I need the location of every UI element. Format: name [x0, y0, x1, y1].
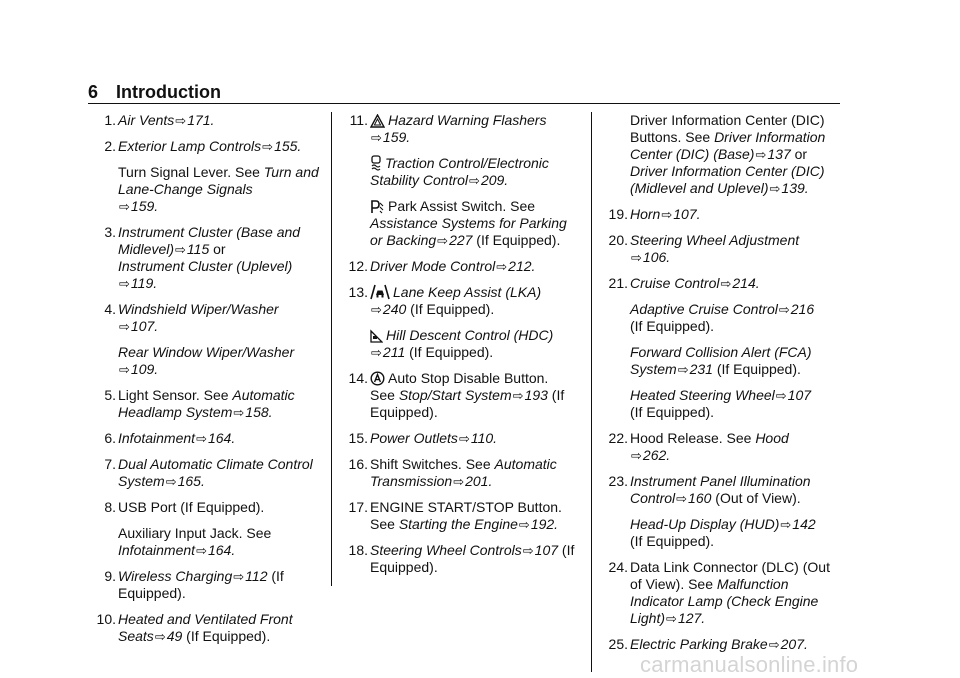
hazard-icon [370, 114, 385, 128]
cross-reference-link[interactable]: Driver Information Center (DIC) (Midlevel and Uplevel) [630, 163, 825, 196]
page-reference[interactable]: 107 [787, 387, 812, 403]
item-number: 17. [348, 499, 368, 515]
cross-reference-link[interactable]: Electric Parking Brake [630, 636, 768, 652]
page-ref-arrow-icon: ⇨ [119, 319, 130, 334]
cross-reference-link[interactable]: Instrument Panel Illumination Control [630, 473, 811, 506]
item-number: 23. [608, 473, 628, 489]
cross-reference-link[interactable]: Driver Information Center (DIC) (Base) [630, 129, 826, 162]
page-ref-arrow-icon: ⇨ [631, 448, 642, 463]
item-text: (Out of View). [711, 490, 801, 506]
cross-reference-link[interactable]: Exterior Lamp Controls [118, 138, 262, 154]
page-reference[interactable]: 231 [689, 361, 713, 377]
page-ref-arrow-icon: ⇨ [233, 569, 245, 584]
cross-reference-link[interactable]: Automatic Headlamp System [118, 387, 295, 420]
cross-reference-link[interactable]: Steering Wheel Controls [370, 542, 522, 558]
list-item [88, 568, 324, 602]
page-ref-arrow-icon: ⇨ [437, 233, 449, 248]
list-item [600, 275, 840, 292]
cross-reference-link[interactable]: Infotainment [118, 430, 196, 446]
cross-reference-link[interactable]: Assistance Systems for Parking or Backing [370, 215, 567, 248]
page-ref-arrow-icon: ⇨ [720, 276, 732, 291]
page-ref-arrow-icon: ⇨ [755, 147, 767, 162]
sub-item [118, 344, 324, 378]
page-ref-arrow-icon: ⇨ [780, 517, 792, 532]
cross-reference-link[interactable]: Instrument Cluster (Base and Midlevel) [118, 224, 301, 257]
page-ref-arrow-icon: ⇨ [676, 491, 688, 506]
sub-item [630, 344, 840, 378]
cross-reference-link[interactable]: Wireless Charging [118, 568, 233, 584]
page-ref-arrow-icon: ⇨ [119, 362, 130, 377]
cross-reference-link[interactable]: Adaptive Cruise Control [630, 301, 778, 317]
item-number: 3. [104, 224, 116, 240]
item-text: Park Assist Switch. See [388, 198, 536, 214]
cross-reference-link[interactable]: Steering Wheel Adjustment [630, 232, 800, 248]
list-item [88, 499, 324, 516]
item-number: 16. [348, 456, 368, 472]
page-reference[interactable]: 216 [790, 301, 815, 317]
item-number: 11. [349, 112, 368, 128]
page-reference[interactable]: 240 [382, 301, 407, 317]
page-reference[interactable]: 159. [382, 129, 411, 145]
page-reference[interactable]: 142 [792, 516, 816, 532]
cross-reference-link[interactable]: Automatic Transmission [370, 456, 557, 489]
page-ref-arrow-icon: ⇨ [196, 543, 207, 558]
item-text: Hood Release. See [630, 430, 756, 446]
cross-reference-link[interactable]: Cruise Control [630, 275, 720, 291]
item-text: (If Equipped). [118, 568, 284, 601]
cross-reference-link[interactable]: Hazard Warning Flashers [388, 112, 547, 128]
list-item [88, 112, 324, 129]
list-item [340, 542, 576, 576]
page-ref-arrow-icon: ⇨ [496, 259, 508, 274]
item-number: 5. [104, 387, 116, 403]
sub-item [630, 301, 840, 335]
list-item [340, 456, 576, 490]
list-item [88, 456, 324, 490]
cross-reference-link[interactable]: Power Outlets [370, 430, 458, 446]
page-reference[interactable]: 164. [207, 542, 236, 558]
page-ref-arrow-icon: ⇨ [768, 637, 780, 652]
page-ref-arrow-icon: ⇨ [119, 276, 130, 291]
list-item [340, 112, 576, 146]
traction-control-icon [370, 155, 382, 171]
list-item [600, 473, 840, 507]
cross-reference-link[interactable]: Forward Collision Alert (FCA) System [630, 344, 812, 377]
page-ref-arrow-icon: ⇨ [677, 362, 689, 377]
page-reference[interactable]: 164. [207, 430, 236, 446]
page-ref-arrow-icon: ⇨ [666, 611, 677, 626]
item-text: (If Equipped). [406, 301, 495, 317]
column-2 [340, 112, 576, 585]
page-reference[interactable]: 155. [274, 138, 302, 154]
item-text: (If Equipped). [370, 542, 575, 575]
list-item [600, 559, 840, 627]
page-reference[interactable]: 262. [642, 447, 671, 463]
page-reference[interactable]: 139. [781, 180, 809, 196]
cross-reference-link[interactable]: Turn and Lane-Change Signals [118, 164, 319, 197]
list-item [340, 258, 576, 275]
list-item [88, 301, 324, 335]
page-title: Introduction [116, 82, 221, 102]
item-number: 1. [104, 112, 116, 128]
cross-reference-link[interactable]: Lane Keep Assist (LKA) [393, 284, 542, 300]
cross-reference-link[interactable]: Hood [755, 430, 789, 446]
item-text: Shift Switches. See [370, 456, 495, 472]
sub-item [370, 327, 576, 361]
page-ref-arrow-icon: ⇨ [175, 242, 186, 257]
item-number: 10. [96, 611, 116, 627]
item-text: (If Equipped). [630, 318, 715, 334]
sub-item [370, 155, 576, 189]
cross-reference-link[interactable]: Head-Up Display (HUD) [630, 516, 780, 532]
page-reference[interactable]: 207. [780, 636, 808, 652]
cross-reference-link[interactable]: Traction Control/Electronic Stability Control [370, 155, 549, 188]
page-ref-arrow-icon: ⇨ [165, 474, 177, 489]
item-number: 19. [608, 206, 628, 222]
page-ref-arrow-icon: ⇨ [522, 543, 534, 558]
item-text: (If Equipped). [182, 628, 271, 644]
page-reference[interactable]: 209. [480, 172, 509, 188]
page-reference[interactable]: 109. [130, 361, 159, 377]
item-text: or [790, 146, 808, 162]
item-text: (If Equipped). [472, 232, 561, 248]
page-reference[interactable]: 227 [449, 232, 473, 248]
page-ref-arrow-icon: ⇨ [661, 207, 673, 222]
page-number: 6 [88, 82, 99, 102]
item-number: 12. [348, 258, 368, 274]
header-rule [88, 103, 840, 104]
page-reference[interactable]: 192. [530, 516, 559, 532]
sub-item [370, 198, 576, 249]
item-number: 20. [608, 232, 628, 248]
page-reference[interactable]: 107. [673, 206, 701, 222]
page-reference[interactable]: 49 [166, 628, 183, 644]
cross-reference-link[interactable]: Hill Descent Control (HDC) [386, 327, 554, 343]
page-ref-arrow-icon: ⇨ [233, 405, 245, 420]
list-item [88, 387, 324, 421]
page-reference[interactable]: 193 [524, 387, 548, 403]
page-reference[interactable]: 214. [732, 275, 760, 291]
list-item [88, 430, 324, 447]
page-reference[interactable]: 112 [245, 568, 268, 584]
list-item [600, 206, 840, 223]
page-reference[interactable]: 201. [465, 473, 493, 489]
page-ref-arrow-icon: ⇨ [631, 250, 642, 265]
column-divider-1 [331, 112, 332, 586]
item-text: Data Link Connector (DLC) (Out of View). See [630, 559, 830, 592]
cross-reference-link[interactable]: Dual Automatic Climate Control System [118, 456, 313, 489]
list-item [340, 284, 576, 318]
item-text: (If Equipped). [630, 404, 715, 420]
list-item [600, 430, 840, 464]
page-reference[interactable]: 165. [177, 473, 205, 489]
page-ref-arrow-icon: ⇨ [371, 345, 382, 360]
page-ref-arrow-icon: ⇨ [775, 388, 787, 403]
item-text: Auxiliary Input Jack. See [118, 525, 272, 541]
page-ref-arrow-icon: ⇨ [371, 130, 382, 145]
hill-descent-icon [370, 329, 383, 343]
list-item [88, 611, 324, 645]
park-assist-icon [370, 200, 385, 214]
item-text: (If Equipped). [370, 387, 565, 420]
page-ref-arrow-icon: ⇨ [453, 474, 465, 489]
cross-reference-link[interactable]: Infotainment [118, 542, 196, 558]
cross-reference-link[interactable]: Driver Mode Control [370, 258, 496, 274]
page-ref-arrow-icon: ⇨ [512, 388, 524, 403]
page-reference[interactable]: 211 [382, 344, 406, 360]
page-reference[interactable]: 107 [534, 542, 559, 558]
page-reference[interactable]: 158. [245, 404, 273, 420]
sub-item [118, 525, 324, 559]
watermark: carmanualsonline.info [640, 652, 859, 677]
page-ref-arrow-icon: ⇨ [175, 113, 187, 128]
page-reference[interactable]: 127. [677, 610, 706, 626]
item-number: 14. [348, 370, 368, 386]
item-text: Turn Signal Lever. See [118, 164, 264, 180]
column-3 [600, 112, 840, 662]
page-header [88, 82, 840, 104]
page-reference[interactable]: 115 [186, 241, 210, 257]
page-ref-arrow-icon: ⇨ [119, 199, 130, 214]
item-text: ENGINE START/STOP Button. See [370, 499, 562, 532]
cross-reference-link[interactable]: Air Vents [118, 112, 175, 128]
page-ref-arrow-icon: ⇨ [458, 431, 470, 446]
list-item [340, 370, 576, 421]
item-number: 2. [104, 138, 116, 154]
sub-item [630, 516, 840, 550]
item-number: 4. [104, 301, 116, 317]
item-number: 21. [608, 275, 628, 291]
cross-reference-link[interactable]: Stop/Start System [398, 387, 512, 403]
page-reference[interactable]: 119. [130, 275, 158, 291]
page-ref-arrow-icon: ⇨ [262, 139, 274, 154]
item-text: Driver Information Center (DIC) Buttons. See [630, 112, 825, 145]
item-text: or [209, 241, 226, 257]
page-ref-arrow-icon: ⇨ [371, 302, 382, 317]
sub-item [630, 387, 840, 421]
item-text: (If Equipped). [405, 344, 494, 360]
page-ref-arrow-icon: ⇨ [154, 629, 166, 644]
item-text: Auto Stop Disable Button. See [370, 370, 549, 403]
item-number: 22. [608, 430, 628, 446]
list-item [88, 224, 324, 292]
list-item [600, 232, 840, 266]
cross-reference-link[interactable]: Windshield Wiper/Washer [118, 301, 279, 317]
page-ref-arrow-icon: ⇨ [769, 181, 781, 196]
cross-reference-link[interactable]: Horn [630, 206, 661, 222]
item-number: 25. [608, 636, 628, 652]
page-reference[interactable]: 159. [130, 198, 159, 214]
cross-reference-link[interactable]: Rear Window Wiper/Washer [118, 344, 295, 360]
list-item [340, 430, 576, 447]
page-reference[interactable]: 160 [688, 490, 712, 506]
cross-reference-link[interactable]: Instrument Cluster (Uplevel) [118, 258, 293, 274]
page-ref-arrow-icon: ⇨ [196, 431, 207, 446]
page-reference[interactable]: 171. [187, 112, 215, 128]
page-ref-arrow-icon: ⇨ [778, 302, 790, 317]
item-number: 24. [608, 559, 628, 575]
list-item [340, 499, 576, 533]
list-item [600, 636, 840, 653]
item-text: (If Equipped). [712, 361, 801, 377]
cross-reference-link[interactable]: Heated and Ventilated Front Seats [118, 611, 293, 644]
item-number: 13. [348, 284, 368, 300]
item-number: 18. [348, 542, 368, 558]
page-ref-arrow-icon: ⇨ [518, 517, 530, 532]
cross-reference-link[interactable]: Starting the Engine [398, 516, 518, 532]
sub-item [630, 112, 840, 197]
item-number: 8. [104, 499, 116, 515]
page-reference[interactable]: 107. [130, 318, 159, 334]
cross-reference-link[interactable]: Malfunction Indicator Lamp (Check Engine Light) [630, 576, 819, 626]
column-divider-2 [591, 112, 592, 672]
page-ref-arrow-icon: ⇨ [469, 173, 480, 188]
page-reference[interactable]: 137 [767, 146, 791, 162]
list-item [88, 138, 324, 155]
cross-reference-link[interactable]: Heated Steering Wheel [630, 387, 775, 403]
lane-keep-assist-icon [370, 284, 390, 300]
item-text: USB Port (If Equipped). [118, 499, 265, 515]
item-number: 6. [104, 430, 116, 446]
page-reference[interactable]: 106. [642, 249, 671, 265]
item-text: Light Sensor. See [118, 387, 233, 403]
item-number: 15. [348, 430, 368, 446]
sub-item [118, 164, 324, 215]
auto-stop-icon [370, 371, 385, 386]
item-number: 9. [104, 568, 116, 584]
item-text: (If Equipped). [630, 533, 715, 549]
page-reference[interactable]: 212. [508, 258, 536, 274]
page-reference[interactable]: 110. [470, 430, 498, 446]
column-1 [88, 112, 324, 654]
item-number: 7. [104, 456, 116, 472]
